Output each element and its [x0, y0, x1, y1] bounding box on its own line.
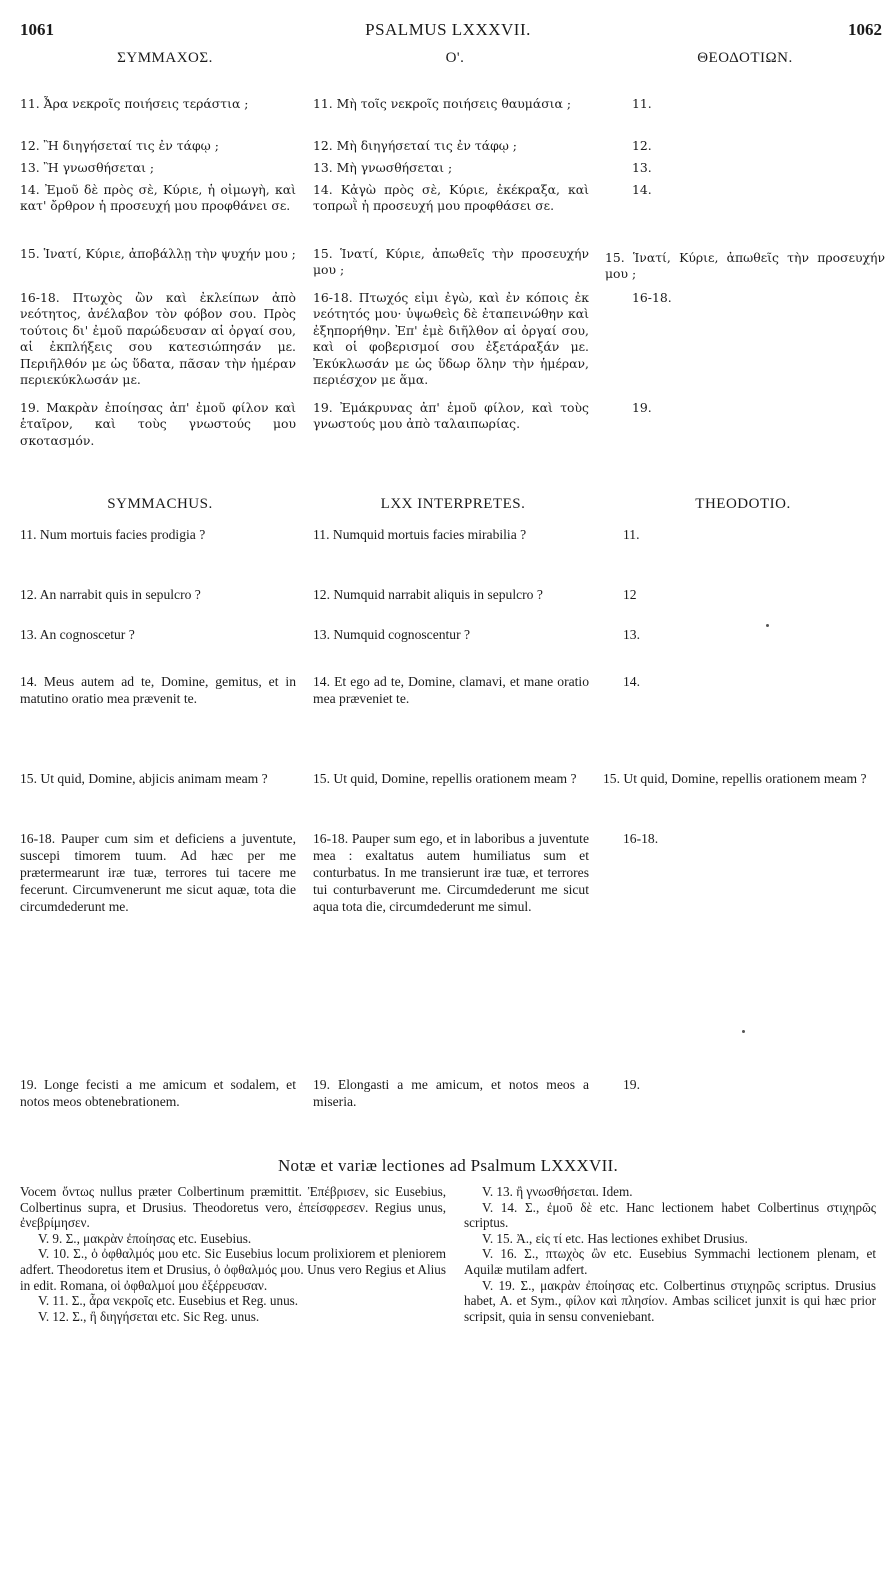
greek-lxx-v11: 11. Μὴ τοῖς νεκροῖς ποιήσεις θαυμάσια ;: [313, 96, 571, 111]
greek-theo-v14: 14.: [632, 182, 652, 197]
greek-lxx-v13: 13. Μὴ γνωσθήσεται ;: [313, 160, 453, 175]
latin-lxx-v13: 13. Numquid cognoscentur ?: [313, 627, 471, 642]
latin-theo-v15: 15. Ut quid, Domine, repellis orationem meam ?: [603, 771, 867, 786]
notes-title: Notæ et variæ lectiones ad Psalmum LXXXVII.: [277, 1156, 619, 1175]
note-paragraph: V. 11. Σ., ἆρα νεκροῖς etc. Eusebius et Reg. unus.: [38, 1293, 299, 1309]
greek-sym-v12: 12. Ἢ διηγήσεταί τις ἐν τάφῳ ;: [20, 138, 219, 153]
note-paragraph: V. 15. Ἀ., εἰς τί etc. Has lectiones exhibet Drusius.: [482, 1230, 748, 1246]
greek-sym-v11: 11. Ἆρα νεκροῖς ποιήσεις τεράστια ;: [20, 96, 249, 111]
latin-sym-v14: 14. Meus autem ad te, Domine, gemitus, et in matutino oratio mea prævenit te.: [20, 674, 296, 706]
note-paragraph: V. 10. Σ., ὁ ὀφθαλμός μου etc. Sic Eusebius locum prolixiorem et pleniorem adfert. Theodoretus item et Drusius, ὁ ὀφθαλμός μου. Unus vero Regius et Alius in edit. Romana, οἱ ὀφθαλμοί μου ἐξέρρευσαν.: [20, 1246, 446, 1293]
greek-header-theodotion: ΘΕΟΔΟΤΙΩΝ.: [697, 50, 793, 66]
running-title: PSALMUS LXXXVII.: [365, 20, 531, 39]
latin-sym-v15: 15. Ut quid, Domine, abjicis animam meam ?: [20, 771, 268, 786]
latin-lxx-v12: 12. Numquid narrabit aliquis in sepulcro ?: [313, 587, 543, 602]
greek-lxx-v14: 14. Κἀγὼ πρὸς σὲ, Κύριε, ἐκέκραξα, καὶ τοπρωῒ ἡ προσευχή μου προφθάσει σε.: [313, 182, 589, 214]
greek-sym-v16-18: 16-18. Πτωχὸς ὢν καὶ ἐκλείπων ἀπὸ νεότητος, ἀνέλαβον τὸν φόβον σου. Πρὸς τούτοις δι' ἐμοῦ παρώδευσαν αἱ ὀργαί σου, αἱ ἐκπλήξεις σου κατεσιώπησάν με. Περιῆλθόν με ὡς ὕδατα, πᾶσαν τὴν ἡμέραν περιεκύκλωσάν με.: [20, 290, 296, 388]
note-paragraph: V. 12. Σ., ἢ διηγήσεται etc. Sic Reg. unus.: [38, 1308, 260, 1324]
left-page-number: 1061: [20, 20, 54, 39]
greek-lxx-v19: 19. Ἐμάκρυνας ἀπ' ἐμοῦ φίλον, καὶ τοὺς γνωστούς μου ἀπὸ ταλαιπωρίας.: [313, 400, 589, 432]
notes-right-column: [464, 1184, 876, 1324]
latin-lxx-v14: 14. Et ego ad te, Domine, clamavi, et mane oratio mea præveniet te.: [313, 674, 589, 706]
greek-sym-v13: 13. Ἢ γνωσθήσεται ;: [20, 160, 155, 175]
latin-header-symmachus: SYMMACHUS.: [107, 496, 213, 512]
latin-theo-v12: 12: [623, 587, 637, 602]
note-paragraph: V. 19. Σ., μακρὰν ἐποίησας etc. Colbertinus στιχηρῶς scriptus. Drusius habet, A. et Sym., φίλον καὶ πλησίον. Ambas scilicet junxit is qui hæc prior scripsit, quia in sensu conveniebant.: [464, 1277, 876, 1324]
greek-theo-v12: 12.: [632, 138, 652, 153]
latin-theo-v14: 14.: [623, 674, 640, 689]
greek-theo-v16-18: 16-18.: [632, 290, 672, 305]
latin-theo-v19: 19.: [623, 1077, 640, 1092]
greek-theo-v13: 13.: [632, 160, 652, 175]
latin-lxx-v16-18: 16-18. Pauper sum ego, et in laboribus a juventute mea : exaltatus autem humiliatus sum et conturbatus. In me transierunt iræ tuæ, et terrores tui conturbaverunt me. Circumdederunt me sicut aqua tota die, circumdederunt me simul.: [313, 831, 589, 914]
latin-lxx-v11: 11. Numquid mortuis facies mirabilia ?: [313, 527, 527, 542]
latin-sym-v12: 12. An narrabit quis in sepulcro ?: [20, 587, 201, 602]
greek-theo-v11: 11.: [632, 96, 652, 111]
greek-theo-v19: 19.: [632, 400, 652, 415]
latin-header-lxx: LXX INTERPRETES.: [380, 496, 526, 512]
greek-theo-v15: 15. Ἱνατί, Κύριε, ἀπωθεῖς τὴν προσευχήν μου ;: [605, 250, 885, 282]
greek-lxx-v16-18: 16-18. Πτωχός εἰμι ἐγὼ, καὶ ἐν κόποις ἐκ νεότητός μου· ὑψωθεὶς δὲ ἐταπεινώθην καὶ ἐξηπορήθην. Ἐπ' ἐμὲ διῆλθον αἱ ὀργαί σου, καὶ οἱ φοβερισμοί σου ἐξετάραξάν με. Ἐκύκλωσάν με ὡς ὕδωρ ὅλην τὴν ἡμέραν, περιέσχον με ἅμα.: [313, 290, 589, 388]
greek-header-symmachus: ΣΥΜΜΑΧΟΣ.: [117, 50, 213, 66]
latin-sym-v11: 11. Num mortuis facies prodigia ?: [20, 527, 206, 542]
note-paragraph: V. 16. Σ., πτωχὸς ὢν etc. Eusebius Symmachi lectionem plenam, et Aquilæ mutilam adfert.: [464, 1246, 876, 1277]
latin-theo-v13: 13.: [623, 627, 640, 642]
latin-sym-v16-18: 16-18. Pauper cum sim et deficiens a juventute, suscepi timorem tuum. Ad hæc per me prætermearunt iræ tuæ, terrores tui tacere me fecerunt. Circumvenerunt me sicut aquæ, tota die circumdederunt me.: [20, 831, 296, 914]
notes-left-column: [20, 1184, 446, 1324]
latin-theo-v11: 11.: [623, 527, 640, 542]
scan-speck: [766, 624, 769, 627]
greek-lxx-v15: 15. Ἱνατί, Κύριε, ἀπωθεῖς τὴν προσευχήν μου ;: [313, 246, 589, 278]
note-paragraph: V. 9. Σ., μακρὰν ἐποίησας etc. Eusebius.: [38, 1230, 252, 1246]
greek-header-lxx: Ο'.: [445, 50, 465, 66]
right-page-number: 1062: [848, 20, 882, 39]
latin-lxx-v15: 15. Ut quid, Domine, repellis orationem meam ?: [313, 771, 577, 786]
latin-theo-v16-18: 16-18.: [623, 831, 659, 846]
greek-sym-v19: 19. Μακρὰν ἐποίησας ἀπ' ἐμοῦ φίλον καὶ ἑταῖρον, καὶ τοὺς γνωστούς μου σκοτασμόν.: [20, 400, 296, 448]
greek-sym-v15: 15. Ἱνατί, Κύριε, ἀποβάλλῃ τὴν ψυχήν μου ;: [20, 246, 296, 261]
greek-lxx-v12: 12. Μὴ διηγήσεταί τις ἐν τάφῳ ;: [313, 138, 517, 153]
note-paragraph: Vocem ὄντως nullus præter Colbertinum præmittit. Ἐπέβρισεν, sic Eusebius, Colbertinus supra, et Drusius. Theodoretus vero, ἐπείσφρεσεν. Regius unus, ἐνεβρίμησεν.: [20, 1184, 446, 1231]
latin-header-theodotion: THEODOTIO.: [695, 496, 791, 512]
latin-sym-v13: 13. An cognoscetur ?: [20, 627, 135, 642]
note-paragraph: V. 13. ἢ γνωσθήσεται. Idem.: [482, 1184, 633, 1199]
note-paragraph: V. 14. Σ., ἐμοῦ δὲ etc. Hanc lectionem habet Colbertinus στιχηρῶς scriptus.: [464, 1199, 876, 1231]
latin-lxx-v19: 19. Elongasti a me amicum, et notos meos a miseria.: [313, 1077, 589, 1109]
latin-sym-v19: 19. Longe fecisti a me amicum et sodalem, et notos meos obtenebrationem.: [20, 1077, 296, 1109]
scan-speck: [742, 1030, 745, 1033]
greek-sym-v14: 14. Ἐμοῦ δὲ πρὸς σὲ, Κύριε, ἡ οἰμωγὴ, καὶ κατ' ὄρθρον ἡ προσευχή μου προφθάνει σε.: [20, 182, 296, 214]
